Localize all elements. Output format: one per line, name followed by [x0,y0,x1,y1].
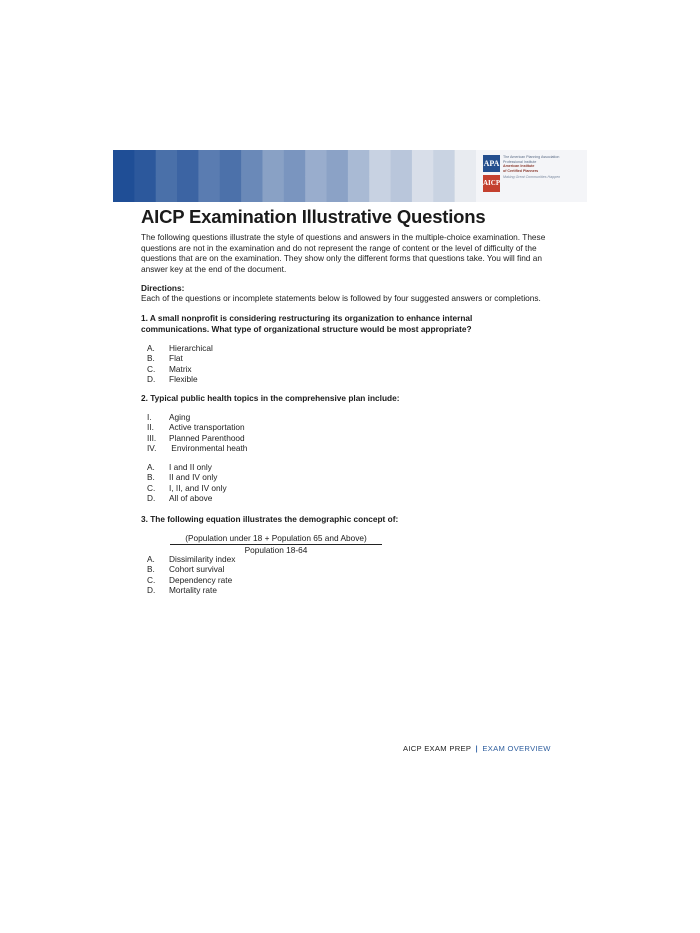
footer-left: AICP EXAM PREP [403,744,472,753]
directions-text: Each of the questions or incomplete statements below is followed by four suggested answers or completions. [141,293,541,303]
mosaic-tile [198,176,220,202]
mosaic-tile [134,150,156,177]
mosaic-tile [220,150,242,177]
mosaic-tile [348,150,370,177]
mosaic-tile [305,150,327,177]
logo-tagline: Making Great Communities Happen [503,175,561,180]
mosaic-tile [284,150,306,177]
demographic-formula [170,533,382,556]
question-3-options [147,554,235,595]
mosaic-tile [262,176,284,202]
footer-right: EXAM OVERVIEW [482,744,551,753]
mosaic-tile [433,176,455,202]
aicp-logo: AICP [483,175,500,192]
mosaic-tile [177,176,199,202]
mosaic-tile [113,176,135,202]
mosaic-tile [113,150,135,177]
mosaic-tile [198,150,220,177]
document-title: AICP Examination Illustrative Questions [141,206,486,227]
mosaic-tile [177,150,199,177]
question-3: 3. The following equation illustrates the demographic concept of: [141,514,399,524]
mosaic-tile [156,150,178,177]
mosaic-tile [327,176,349,202]
answer-option: D. Flexible [147,373,198,384]
answer-option: B. Flat [147,353,183,364]
topic-item: IV. Environmental heath [147,442,248,453]
header-banner [113,150,587,202]
mosaic-tile [241,176,263,202]
answer-option: C. I, II, and IV only [147,482,227,493]
mosaic-tile [134,176,156,202]
logo-strong-line: American Institute [503,164,535,169]
formula-denominator: Population 18-64 [244,545,308,556]
logo-line: Professional Institute [503,159,537,164]
question-2-items [147,412,247,453]
formula-numerator: (Population under 18 + Population 65 and Above) [170,533,382,545]
logo-text [503,155,585,198]
topic-item: I. Aging [147,412,191,422]
mosaic-tile [412,176,434,202]
pixel-mosaic-graphic [113,150,476,202]
directions-heading: Directions: [141,283,185,293]
answer-option: C. Matrix [147,363,192,374]
answer-option: D. Mortality rate [147,584,217,595]
mosaic-tile [369,150,391,177]
mosaic-tile [433,150,455,177]
answer-option: A. Dissimilarity index [147,554,236,564]
mosaic-tile [391,176,413,202]
answer-option: A. Hierarchical [147,343,213,353]
logo-line: The American Planning Association [503,155,560,159]
mosaic-tile [369,176,391,202]
intro-paragraph: The following questions illustrate the style of questions and answers in the multiple-choice examination. These questions are not in the examination and do not represent the range of content or the level of difficulty of the questions that are on the examination. They show only the different forms that questions take. You will find an answer key at the end of the document. [141,232,546,274]
answer-option: A. I and II only [147,462,212,472]
answer-option: B. Cohort survival [147,564,225,575]
mosaic-tile [156,176,178,202]
topic-item: III. Planned Parenthood [147,432,245,443]
answer-option: B. II and IV only [147,472,218,483]
mosaic-tile [391,150,413,177]
mosaic-tile [412,150,434,177]
answer-option: D. All of above [147,492,213,503]
footer-separator: | [475,744,478,753]
question-2-options [147,462,227,503]
question-1-options [147,343,213,384]
logo-area [476,150,587,202]
question-1: 1. A small nonprofit is considering restructuring its organization to enhance internal communications. What type of organizational structure would be most appropriate? [141,313,473,334]
answer-option: C. Dependency rate [147,574,233,585]
page-footer [403,744,551,753]
topic-item: II. Active transportation [147,422,245,433]
mosaic-tile [241,150,263,177]
question-2: 2. Typical public health topics in the comprehensive plan include: [141,393,400,403]
mosaic-tile [455,176,476,202]
mosaic-tile [327,150,349,177]
mosaic-tile [305,176,327,202]
apa-logo: APA [483,155,500,172]
mosaic-tile [284,176,306,202]
logo-strong-line: of Certified Planners [503,168,539,173]
mosaic-tile [348,176,370,202]
mosaic-tile [262,150,284,177]
mosaic-tile [455,150,476,177]
mosaic-tile [220,176,242,202]
